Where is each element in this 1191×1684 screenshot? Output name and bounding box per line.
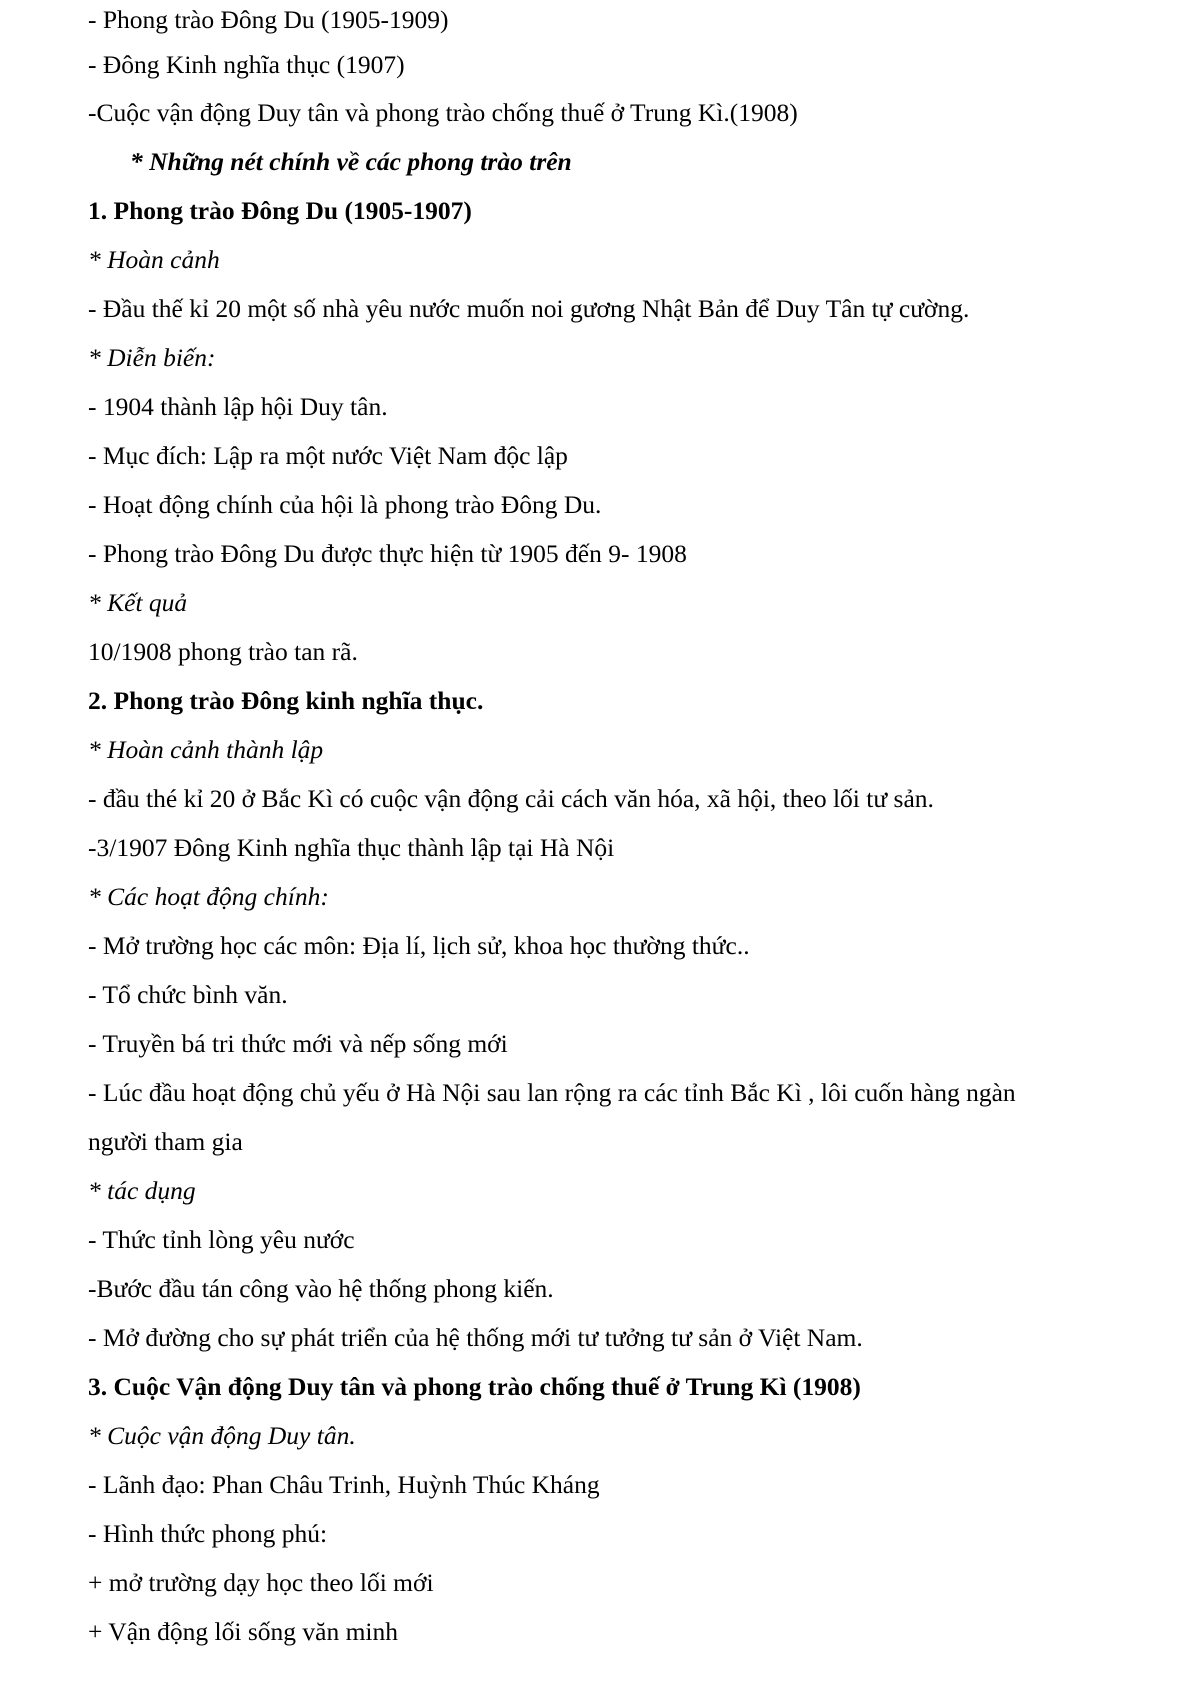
text-line: + mở trường dạy học theo lối mới xyxy=(88,1568,434,1597)
sub-heading: * Kết quả xyxy=(88,588,188,617)
text-line: - Lúc đầu hoạt động chủ yếu ở Hà Nội sau lan rộng ra các tỉnh Bắc Kì , lôi cuốn hàng ngàn xyxy=(88,1078,1016,1107)
section-heading-2: 2. Phong trào Đông kinh nghĩa thục. xyxy=(88,686,484,715)
sub-heading: * Các hoạt động chính: xyxy=(88,882,329,911)
section-heading-3: 3. Cuộc Vận động Duy tân và phong trào chống thuế ở Trung Kì (1908) xyxy=(88,1372,861,1401)
text-line: - Mục đích: Lập ra một nước Việt Nam độc lập xyxy=(88,441,568,470)
text-line: - Truyền bá tri thức mới và nếp sống mới xyxy=(88,1029,508,1058)
text-line: - đầu thé kỉ 20 ở Bắc Kì có cuộc vận động cải cách văn hóa, xã hội, theo lối tư sản. xyxy=(88,784,934,813)
sub-heading: * tác dụng xyxy=(88,1176,196,1205)
text-line: - Hoạt động chính của hội là phong trào Đông Du. xyxy=(88,490,602,519)
text-line: - Đầu thế kỉ 20 một số nhà yêu nước muốn noi gương Nhật Bản để Duy Tân tự cường. xyxy=(88,294,970,323)
sub-heading: * Hoàn cảnh thành lập xyxy=(88,735,324,764)
text-line: - Phong trào Đông Du được thực hiện từ 1905 đến 9- 1908 xyxy=(88,539,687,568)
text-line: - Thức tỉnh lòng yêu nước xyxy=(88,1225,355,1254)
text-line: - Phong trào Đông Du (1905-1909) xyxy=(88,5,449,34)
text-line: - Mở đường cho sự phát triển của hệ thống mới tư tưởng tư sản ở Việt Nam. xyxy=(88,1323,863,1352)
sub-heading: * Diễn biến: xyxy=(88,343,216,372)
text-line: -3/1907 Đông Kinh nghĩa thục thành lập tại Hà Nội xyxy=(88,833,615,862)
sub-heading: * Cuộc vận động Duy tân. xyxy=(88,1421,356,1450)
text-line: - Đông Kinh nghĩa thục (1907) xyxy=(88,50,405,79)
sub-heading: * Hoàn cảnh xyxy=(88,245,220,274)
text-line: - Tổ chức bình văn. xyxy=(88,980,288,1009)
text-line: -Cuộc vận động Duy tân và phong trào chống thuế ở Trung Kì.(1908) xyxy=(88,98,798,127)
text-line: + Vận động lối sống văn minh xyxy=(88,1617,398,1646)
text-line: - 1904 thành lập hội Duy tân. xyxy=(88,392,388,421)
text-line: - Lãnh đạo: Phan Châu Trinh, Huỳnh Thúc Kháng xyxy=(88,1470,600,1499)
text-line: 10/1908 phong trào tan rã. xyxy=(88,637,358,666)
section-heading-1: 1. Phong trào Đông Du (1905-1907) xyxy=(88,196,472,225)
text-line: -Bước đầu tán công vào hệ thống phong kiến. xyxy=(88,1274,554,1303)
text-line: người tham gia xyxy=(88,1127,243,1156)
section-subheading: * Những nét chính về các phong trào trên xyxy=(130,147,572,176)
text-line: - Mở trường học các môn: Địa lí, lịch sử, khoa học thường thức.. xyxy=(88,931,750,960)
text-line: - Hình thức phong phú: xyxy=(88,1519,328,1548)
